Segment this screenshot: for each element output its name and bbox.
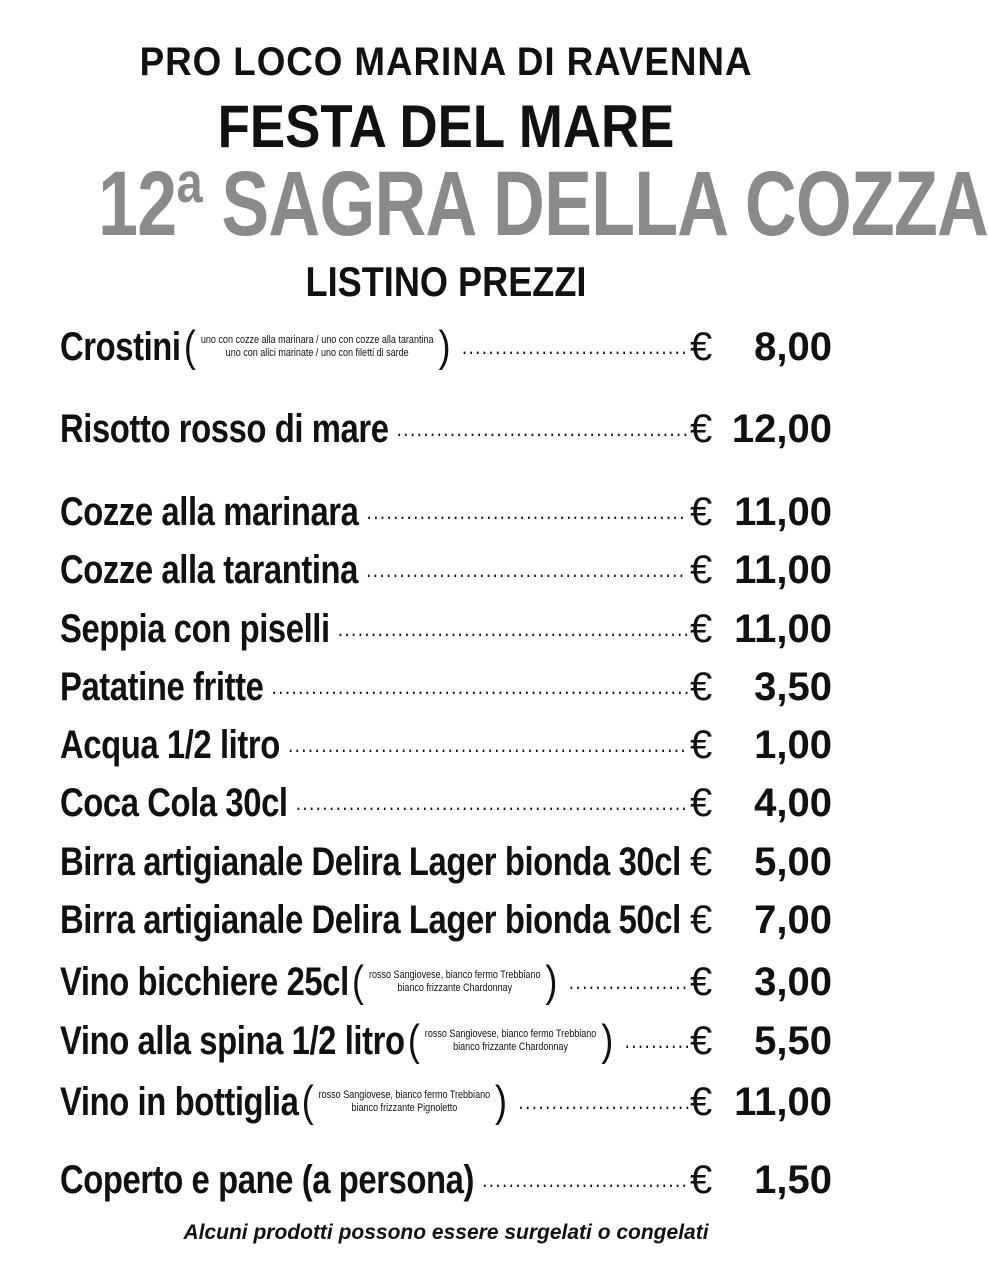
item-name: Cozze alla marinara [60, 489, 359, 534]
item-name: Crostini [60, 324, 181, 369]
item-name: Vino alla spina 1/2 litro [60, 1018, 405, 1063]
item-note [425, 1028, 596, 1054]
item-note-line1: rosso Sangiovese, bianco fermo Trebbiano [318, 1089, 491, 1101]
item-price: 8,00 [754, 325, 832, 369]
footer-note: Alcuni prodotti possono essere surgelati o congelati [183, 1221, 709, 1244]
organization-name: PRO LOCO MARINA DI RAVENNA [139, 40, 753, 84]
item-note-line2: bianco frizzante Chardonnay [397, 982, 513, 994]
menu-item-risotto [0, 401, 892, 457]
dot-leader: .................................. [461, 334, 689, 359]
menu-item-patatine [0, 659, 892, 715]
item-note-line2: uno con alici marinate / uno con filetti di sarde [225, 347, 409, 359]
menu-item-cozze-marinara [0, 484, 892, 540]
currency-symbol: € [690, 1158, 713, 1202]
open-paren: ( [352, 957, 365, 1006]
item-price: 7,00 [754, 898, 832, 942]
item-price: 3,50 [754, 665, 832, 709]
menu-item-birra-50cl [0, 892, 892, 948]
dot-leader: .......... [624, 1028, 692, 1053]
item-name: Vino bicchiere 25cl [60, 959, 349, 1004]
open-paren: ( [301, 1077, 314, 1126]
currency-symbol: € [690, 607, 713, 651]
close-paren: ) [545, 957, 558, 1006]
currency-symbol: € [690, 665, 713, 709]
currency-symbol: € [690, 407, 713, 451]
dot-leader: ............................................ [396, 416, 690, 441]
dot-leader: ............................................................ [288, 732, 688, 757]
dot-leader: .......................... [518, 1089, 692, 1114]
item-price: 1,50 [754, 1158, 832, 1202]
item-price: 11,00 [734, 1080, 832, 1124]
close-paren: ) [438, 322, 451, 371]
menu-item-seppia [0, 601, 892, 657]
item-note [369, 969, 540, 995]
item-note-line2: bianco frizzante Chardonnay [453, 1041, 568, 1053]
dot-leader: ..................................................... [337, 616, 691, 641]
item-price: 3,00 [754, 960, 832, 1004]
dot-leader: ................................................ [366, 557, 686, 582]
item-name: Birra artigianale Delira Lager bionda 50cl [60, 897, 681, 942]
currency-symbol: € [690, 781, 713, 825]
menu-item-vino-bottiglia [0, 1074, 892, 1130]
item-note [319, 1089, 490, 1115]
item-price: 12,00 [731, 407, 832, 451]
item-name: Cozze alla tarantina [60, 547, 359, 592]
item-name: Coperto e pane (a persona) [60, 1157, 474, 1202]
currency-symbol: € [690, 723, 713, 767]
dot-leader: ............................................................... [271, 674, 691, 699]
currency-symbol: € [690, 1019, 713, 1063]
currency-symbol: € [690, 548, 713, 592]
currency-symbol: € [690, 960, 713, 1004]
item-name: Vino in bottiglia [60, 1079, 299, 1124]
dot-leader: ............................... [482, 1167, 689, 1192]
item-price: 11,00 [734, 607, 832, 651]
dot-leader: ................................................ [366, 499, 686, 524]
item-price: 11,00 [734, 490, 832, 534]
item-price: 11,00 [734, 548, 832, 592]
section-title: LISTINO PREZZI [305, 258, 587, 305]
item-name: Seppia con piselli [60, 606, 330, 651]
open-paren: ( [183, 322, 196, 371]
close-paren: ) [495, 1077, 508, 1126]
item-note-line1: rosso Sangiovese, bianco fermo Trebbiano [368, 969, 541, 981]
item-name: Acqua 1/2 litro [60, 722, 280, 767]
dot-leader: ........................................................... [295, 790, 689, 815]
item-name: Coca Cola 30cl [60, 780, 288, 825]
item-price: 5,50 [754, 1019, 832, 1063]
menu-item-coca-cola [0, 775, 892, 831]
item-note-line2: bianco frizzante Pignoletto [351, 1102, 458, 1114]
currency-symbol: € [690, 490, 713, 534]
currency-symbol: € [690, 1080, 713, 1124]
menu-item-coperto [0, 1152, 892, 1208]
menu-item-cozze-tarantina [0, 542, 892, 598]
item-name: Risotto rosso di mare [60, 406, 389, 451]
menu-item-vino-bicchiere [0, 954, 892, 1010]
item-note-line1: uno con cozze alla marinara / uno con cozze alla tarantina [200, 334, 434, 346]
event-title: FESTA DEL MARE [217, 93, 675, 160]
currency-symbol: € [690, 898, 713, 942]
item-note [201, 334, 434, 360]
dot-leader: .................. [568, 969, 689, 994]
item-name: Patatine fritte [60, 664, 264, 709]
item-name: Birra artigianale Delira Lager bionda 30cl [60, 839, 681, 884]
item-price: 1,00 [754, 723, 832, 767]
close-paren: ) [601, 1016, 614, 1065]
menu-item-crostini [0, 319, 892, 375]
currency-symbol: € [690, 840, 713, 884]
item-price: 5,00 [754, 840, 832, 884]
festival-title: 12ª SAGRA DELLA COZZA [98, 153, 988, 255]
menu-item-vino-spina [0, 1013, 892, 1069]
item-price: 4,00 [754, 781, 832, 825]
menu-item-acqua [0, 717, 892, 773]
item-note-line1: rosso Sangiovese, bianco fermo Trebbiano [424, 1028, 597, 1040]
open-paren: ( [407, 1016, 420, 1065]
currency-symbol: € [690, 325, 713, 369]
menu-item-birra-30cl [0, 834, 892, 890]
